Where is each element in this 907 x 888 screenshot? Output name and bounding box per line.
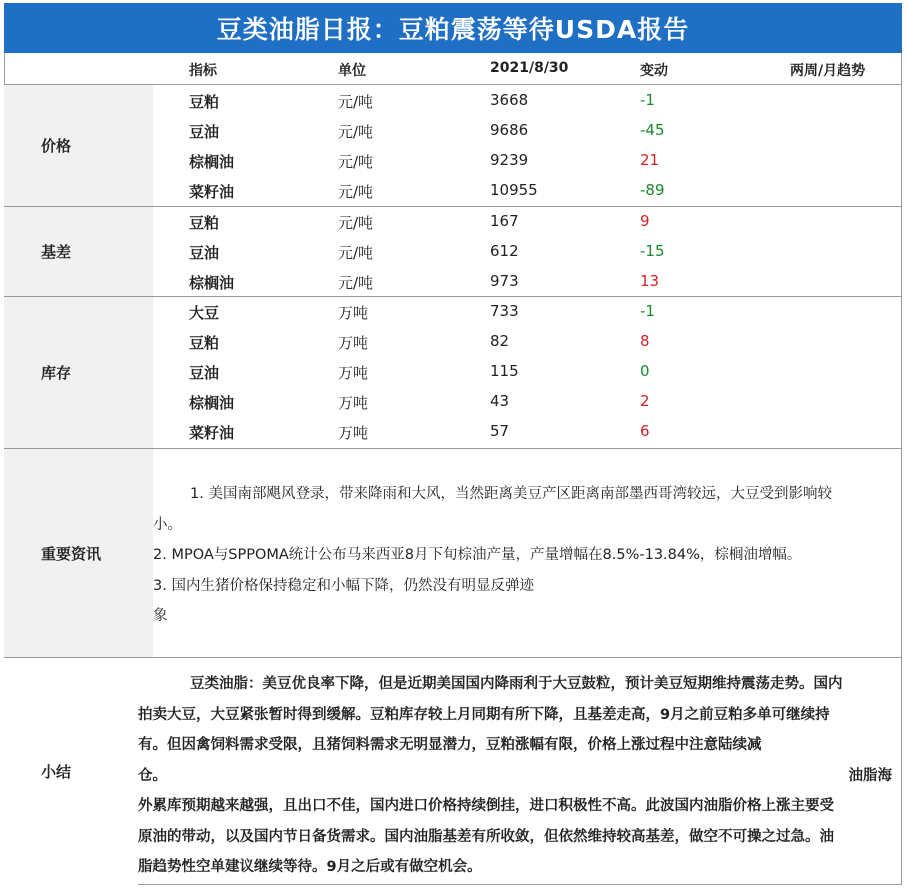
header-indicator: 指标 (189, 63, 217, 79)
row-name: 豆粕 (189, 334, 220, 352)
row-unit: 万吨 (338, 394, 369, 412)
row-value: 733 (490, 302, 519, 320)
section-label-text: 基差 (41, 243, 72, 261)
row-unit: 元/吨 (338, 183, 374, 201)
section-label-text: 库存 (41, 364, 72, 382)
row-change: 6 (640, 422, 650, 440)
row-change: 8 (640, 332, 650, 350)
news-item-2: 2. MPOA与SPPOMA统计公布马来西亚8月下旬棕油产量，产量增幅在8.5%-13.84%，棕榈油增幅。 (153, 547, 802, 563)
row-name: 棕榈油 (189, 274, 235, 292)
row-unit: 元/吨 (338, 274, 374, 292)
table-row (4, 387, 902, 417)
report-title: 豆类油脂日报：豆粕震荡等待USDA报告 (4, 3, 902, 53)
row-change: 0 (640, 362, 650, 380)
row-change: -15 (640, 242, 665, 260)
row-value: 612 (490, 242, 519, 260)
row-name: 菜籽油 (189, 183, 235, 201)
row-change: -1 (640, 302, 655, 320)
row-value: 115 (490, 362, 519, 380)
summary-line: 原油的带动，以及国内节日备货需求。国内油脂基差有所收敛，但依然维持较高基差，做空不可操之过急。油 (138, 828, 834, 845)
row-change: -89 (640, 181, 665, 199)
row-name: 豆粕 (189, 214, 220, 232)
row-unit: 元/吨 (338, 244, 374, 262)
table-row (4, 237, 902, 267)
row-unit: 万吨 (338, 364, 369, 382)
table-row (4, 267, 902, 297)
row-change: -1 (640, 91, 655, 109)
row-unit: 万吨 (338, 304, 369, 322)
table-row (4, 207, 902, 237)
row-value: 167 (490, 212, 519, 230)
table-row (4, 146, 902, 176)
summary-line-right: 油脂海 (848, 767, 892, 784)
header-change: 变动 (640, 63, 668, 79)
row-name: 豆油 (189, 123, 220, 141)
row-change: 9 (640, 212, 650, 230)
row-value: 10955 (490, 181, 538, 199)
summary-content (138, 669, 900, 883)
news-content (153, 479, 896, 632)
row-value: 973 (490, 272, 519, 290)
summary-line: 外累库预期越来越强，且出口不佳，国内进口价格持续倒挂，进口积极性不高。此波国内油脂价格上涨主要受 (138, 798, 834, 814)
section-basis (4, 207, 902, 297)
summary-line: 拍卖大豆，大豆紧张暂时得到缓解。豆粕库存较上月同期有所下降，且基差走高，9月之前豆粕多单可继续持 (138, 706, 830, 723)
summary-line: 脂趋势性空单建议继续等待。9月之后或有做空机会。 (138, 859, 482, 875)
row-unit: 元/吨 (338, 93, 374, 111)
summary-line: 有。但因禽饲料需求受限，且猪饲料需求无明显潜力，豆粕涨幅有限，价格上涨过程中注意陆续减 (138, 737, 762, 753)
section-news (4, 449, 902, 658)
section-label-text: 小结 (41, 763, 72, 781)
section-inventory (4, 297, 902, 449)
row-value: 9686 (490, 121, 529, 139)
row-name: 菜籽油 (189, 424, 235, 442)
row-value: 57 (490, 422, 510, 440)
row-name: 豆油 (189, 244, 220, 262)
row-name: 豆油 (189, 364, 220, 382)
row-value: 9239 (490, 151, 529, 169)
section-price (4, 85, 902, 207)
section-summary (4, 658, 902, 885)
row-unit: 元/吨 (338, 123, 374, 141)
row-value: 82 (490, 332, 510, 350)
table-row (4, 86, 902, 116)
row-value: 3668 (490, 91, 529, 109)
row-change: 21 (640, 151, 660, 169)
row-unit: 元/吨 (338, 214, 374, 232)
table-header (4, 53, 902, 85)
row-name: 棕榈油 (189, 153, 235, 171)
row-name: 棕榈油 (189, 394, 235, 412)
summary-line-left: 仓。 (138, 767, 167, 784)
row-name: 大豆 (189, 304, 220, 322)
row-change: -45 (640, 121, 665, 139)
section-label (4, 449, 153, 657)
header-unit: 单位 (338, 63, 366, 79)
table-row (4, 417, 902, 447)
table-row (4, 327, 902, 357)
row-name: 豆粕 (189, 93, 220, 111)
row-unit: 万吨 (338, 424, 369, 442)
news-item-1: 1. 美国南部飓风登录，带来降雨和大风，当然距离美豆产区距离南部墨西哥湾较远，大豆受到影响较 (190, 486, 832, 502)
news-item-3: 3. 国内生猪价格保持稳定和小幅下降，仍然没有明显反弹迹 (153, 577, 534, 594)
table-row (4, 297, 902, 327)
row-unit: 万吨 (338, 334, 369, 352)
header-trend: 两周/月趋势 (790, 63, 866, 79)
summary-line-split (138, 761, 900, 792)
section-label-text: 价格 (41, 137, 72, 155)
row-change: 13 (640, 272, 660, 290)
table-row (4, 116, 902, 146)
table-row (4, 357, 902, 387)
header-date: 2021/8/30 (490, 60, 569, 76)
news-item-1-cont: 小。 (153, 516, 182, 533)
row-value: 43 (490, 392, 510, 410)
section-label-text: 重要资讯 (41, 544, 102, 563)
row-unit: 元/吨 (338, 153, 374, 171)
summary-line: 豆类油脂：美豆优良率下降，但是近期美国国内降雨利于大豆鼓粒，预计美豆短期维持震荡走势。国内 (190, 676, 843, 692)
section-label (4, 658, 138, 885)
news-item-3-cont: 象 (153, 608, 168, 624)
row-change: 2 (640, 392, 650, 410)
table-row (4, 176, 902, 206)
